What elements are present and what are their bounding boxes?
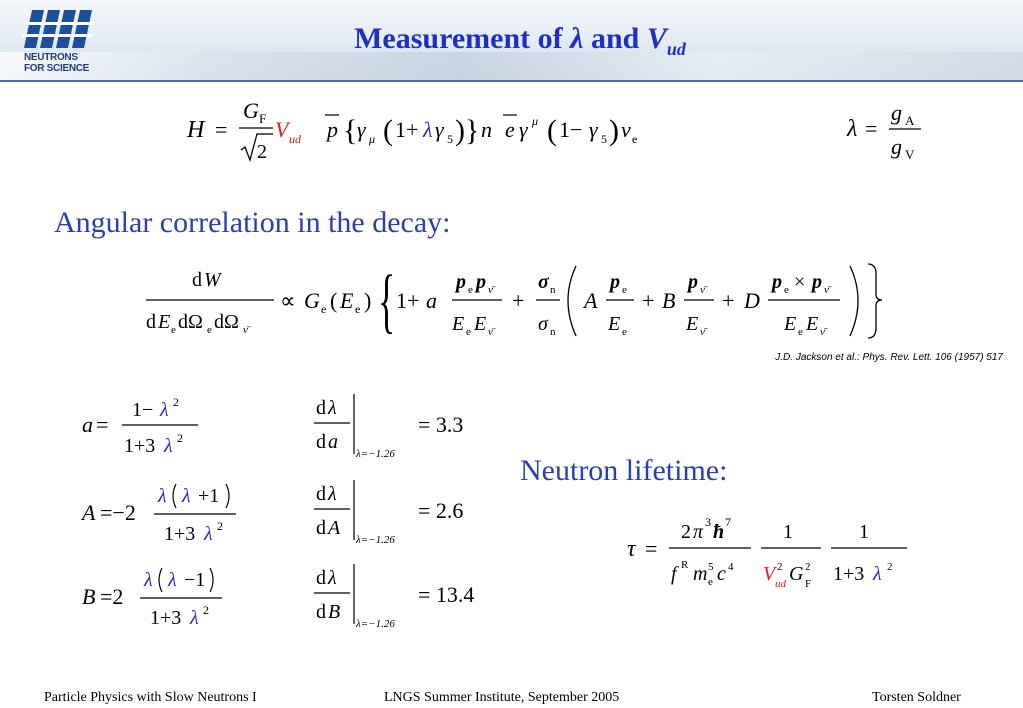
logo-text: NEUTRONS FOR SCIENCE — [24, 52, 90, 74]
svg-text:ħ: ħ — [713, 521, 725, 543]
svg-text:5: 5 — [708, 561, 714, 573]
svg-text:a: a — [82, 412, 93, 437]
svg-text:d: d — [192, 269, 202, 291]
svg-text:G: G — [789, 563, 804, 585]
svg-text:dΩ: dΩ — [214, 311, 239, 333]
svg-text:p: p — [610, 271, 620, 293]
svg-text:E: E — [340, 288, 354, 313]
svg-text:): ) — [455, 114, 465, 147]
svg-text:1: 1 — [783, 521, 793, 543]
svg-text:ν̄: ν̄ — [243, 324, 248, 336]
svg-text:E: E — [474, 313, 487, 335]
svg-text:2: 2 — [777, 561, 783, 573]
svg-text:=: = — [215, 117, 228, 142]
svg-text:E: E — [452, 313, 465, 335]
svg-text:n: n — [550, 284, 556, 296]
svg-text:(: ( — [330, 288, 338, 313]
svg-text:ν̄: ν̄ — [820, 326, 825, 338]
svg-text:p: p — [327, 117, 338, 142]
svg-text:7: 7 — [725, 515, 731, 529]
svg-text:=: = — [865, 116, 878, 141]
svg-text:B: B — [82, 584, 96, 609]
svg-text:λ: λ — [190, 607, 199, 629]
svg-text:×: × — [794, 271, 806, 293]
svg-text:n: n — [481, 117, 492, 142]
svg-text:e: e — [207, 324, 212, 336]
svg-text:4: 4 — [728, 561, 734, 573]
footer-event: LNGS Summer Institute, September 2005 — [384, 690, 620, 705]
svg-text:λ: λ — [204, 523, 213, 545]
svg-text:R: R — [681, 559, 689, 571]
svg-text:∝: ∝ — [280, 288, 296, 313]
svg-text:{: { — [343, 114, 358, 147]
svg-text:1: 1 — [859, 521, 869, 543]
svg-text:λ: λ — [164, 435, 173, 457]
svg-text:e: e — [171, 324, 176, 336]
svg-text:V: V — [763, 563, 776, 585]
svg-text:λ: λ — [168, 569, 177, 591]
svg-text:n: n — [550, 326, 556, 338]
svg-text:2: 2 — [681, 521, 691, 543]
svg-text:2: 2 — [203, 603, 209, 617]
svg-text:σ: σ — [538, 313, 548, 335]
svg-text:): ) — [364, 288, 372, 313]
svg-text:E: E — [806, 313, 819, 335]
svg-text:B: B — [662, 288, 676, 313]
svg-text:=2: =2 — [100, 584, 124, 609]
svg-text:e: e — [632, 132, 638, 146]
svg-text:m: m — [693, 563, 708, 585]
svg-text:γ: γ — [357, 117, 366, 142]
eval-point-a: λ=−1.26 — [356, 448, 395, 460]
svg-text:3: 3 — [705, 515, 711, 529]
svg-text:λ: λ — [144, 569, 153, 591]
svg-text:p: p — [476, 271, 486, 293]
svg-text:d: d — [316, 567, 326, 589]
svg-text:g: g — [891, 100, 902, 125]
svg-text:e: e — [505, 117, 515, 142]
svg-text:ud: ud — [289, 132, 301, 146]
svg-text:ud: ud — [775, 578, 786, 590]
svg-text:d: d — [316, 397, 326, 419]
derivative-B-block — [310, 562, 500, 634]
hamiltonian-equation — [185, 92, 685, 172]
svg-text:p: p — [688, 271, 698, 293]
svg-text:σ: σ — [538, 271, 549, 293]
svg-text:G: G — [304, 288, 320, 313]
svg-text:1+: 1+ — [396, 288, 420, 313]
ill-logo-mark-icon — [14, 8, 98, 50]
svg-text:dΩ: dΩ — [178, 311, 203, 333]
svg-text:λ: λ — [328, 397, 337, 419]
svg-text:W: W — [204, 269, 221, 291]
svg-text:ν̄: ν̄ — [700, 326, 705, 338]
svg-text:a: a — [426, 288, 437, 313]
svg-text:d: d — [316, 601, 326, 623]
svg-text:2: 2 — [173, 395, 179, 409]
svg-text:e: e — [708, 576, 713, 588]
svg-text:1−: 1− — [559, 117, 583, 142]
lambda-definition — [845, 96, 935, 168]
svg-text:p: p — [772, 271, 782, 293]
svg-text:d: d — [146, 311, 156, 333]
svg-text:e: e — [355, 302, 361, 316]
svg-text:A: A — [328, 517, 341, 539]
svg-text:γ: γ — [519, 117, 528, 142]
svg-text:=: = — [96, 412, 109, 437]
svg-text:ν̄: ν̄ — [700, 284, 705, 296]
svg-text:λ: λ — [328, 567, 337, 589]
svg-text:γ: γ — [435, 117, 444, 142]
svg-text:H: H — [187, 117, 205, 143]
svg-text:λ: λ — [423, 117, 433, 142]
svg-text:5: 5 — [447, 132, 453, 146]
svg-text:A: A — [905, 113, 915, 128]
svg-text:p: p — [456, 271, 466, 293]
svg-text:G: G — [243, 98, 259, 123]
svg-text:2: 2 — [887, 561, 893, 573]
angular-correlation-heading: Angular correlation in the decay: — [54, 206, 451, 239]
svg-text:+: + — [642, 288, 655, 313]
svg-text:τ: τ — [627, 536, 636, 562]
svg-text:1+3: 1+3 — [164, 523, 196, 545]
svg-text:2: 2 — [177, 431, 183, 445]
svg-text:−1: −1 — [184, 569, 206, 591]
svg-text:(: ( — [547, 114, 557, 147]
svg-text:2: 2 — [217, 519, 223, 533]
svg-text:π: π — [693, 521, 704, 543]
svg-text:λ: λ — [328, 483, 337, 505]
svg-text:e: e — [321, 302, 327, 316]
svg-text:ν̄: ν̄ — [488, 284, 493, 296]
svg-text:d: d — [316, 431, 326, 453]
header-divider — [0, 80, 1023, 82]
neutron-lifetime-heading: Neutron lifetime: — [520, 454, 728, 487]
svg-text:}: } — [465, 114, 480, 147]
svg-text:2: 2 — [257, 141, 267, 163]
svg-text:E: E — [784, 313, 797, 335]
a-derivative-value: = 3.3 — [418, 412, 464, 437]
neutron-lifetime-equation — [625, 508, 915, 594]
a-formula — [80, 390, 210, 470]
svg-text:γ: γ — [589, 117, 598, 142]
svg-text:μ: μ — [532, 114, 539, 128]
footer-author: Torsten Soldner — [872, 690, 961, 705]
svg-text:2: 2 — [805, 561, 811, 573]
svg-text:D: D — [744, 288, 760, 313]
svg-text:E: E — [158, 311, 171, 333]
svg-text:1−: 1− — [132, 399, 154, 421]
svg-text:λ: λ — [847, 116, 858, 142]
svg-text:=: = — [645, 536, 658, 561]
svg-text:E: E — [686, 313, 699, 335]
jackson-citation: J.D. Jackson et al.: Phys. Rev. Lett. 106 (1957) 517 — [775, 352, 1003, 363]
svg-text:λ: λ — [160, 399, 169, 421]
svg-text:d: d — [316, 483, 326, 505]
svg-text:g: g — [891, 134, 902, 159]
svg-text:a: a — [328, 431, 338, 453]
svg-text:=−2: =−2 — [100, 500, 136, 525]
svg-text:A: A — [82, 500, 96, 525]
footer-course: Particle Physics with Slow Neutrons I — [44, 690, 257, 705]
ill-logo — [10, 8, 96, 76]
svg-text:+1: +1 — [198, 485, 220, 507]
svg-text:ν: ν — [621, 117, 631, 142]
svg-text:(: ( — [383, 114, 393, 147]
svg-text:ν̄: ν̄ — [824, 284, 829, 296]
svg-text:V: V — [905, 147, 915, 162]
svg-text:μ: μ — [369, 132, 376, 146]
svg-text:e: e — [468, 284, 473, 296]
svg-text:e: e — [784, 284, 789, 296]
B-formula — [80, 558, 260, 638]
svg-text:e: e — [466, 326, 471, 338]
svg-text:f: f — [671, 563, 677, 585]
svg-text:c: c — [717, 563, 726, 585]
derivative-a-block — [310, 392, 500, 464]
svg-text:e: e — [798, 326, 803, 338]
svg-text:+: + — [512, 288, 525, 313]
svg-text:B: B — [328, 601, 341, 623]
svg-text:): ) — [609, 114, 619, 147]
svg-text:1+3: 1+3 — [150, 607, 182, 629]
svg-text:d: d — [316, 517, 326, 539]
svg-text:{: { — [378, 261, 396, 341]
A-derivative-value: = 2.6 — [418, 498, 464, 523]
eval-point-B: λ=−1.26 — [356, 618, 395, 630]
A-formula — [80, 474, 260, 554]
svg-text:V: V — [275, 117, 289, 142]
svg-text:E: E — [608, 313, 621, 335]
svg-text:+: + — [722, 288, 735, 313]
slide-title: Measurement of λ and $V_{ud}$ — [354, 22, 686, 59]
svg-text:5: 5 — [601, 132, 607, 146]
svg-text:1+3: 1+3 — [833, 563, 865, 585]
svg-text:1+: 1+ — [395, 117, 419, 142]
derivative-A-block — [310, 478, 500, 550]
svg-text:λ: λ — [158, 485, 167, 507]
angular-correlation-equation — [140, 258, 885, 348]
svg-text:F: F — [805, 578, 812, 590]
B-derivative-value: = 13.4 — [418, 582, 475, 607]
svg-text:ν̄: ν̄ — [488, 326, 493, 338]
svg-text:e: e — [622, 326, 627, 338]
svg-text:λ: λ — [873, 563, 882, 585]
svg-text:A: A — [584, 288, 598, 313]
svg-text:F: F — [259, 111, 267, 126]
svg-text:e: e — [622, 284, 627, 296]
svg-text:λ: λ — [182, 485, 191, 507]
svg-text:1+3: 1+3 — [124, 435, 156, 457]
eval-point-A: λ=−1.26 — [356, 534, 395, 546]
svg-text:p: p — [812, 271, 822, 293]
